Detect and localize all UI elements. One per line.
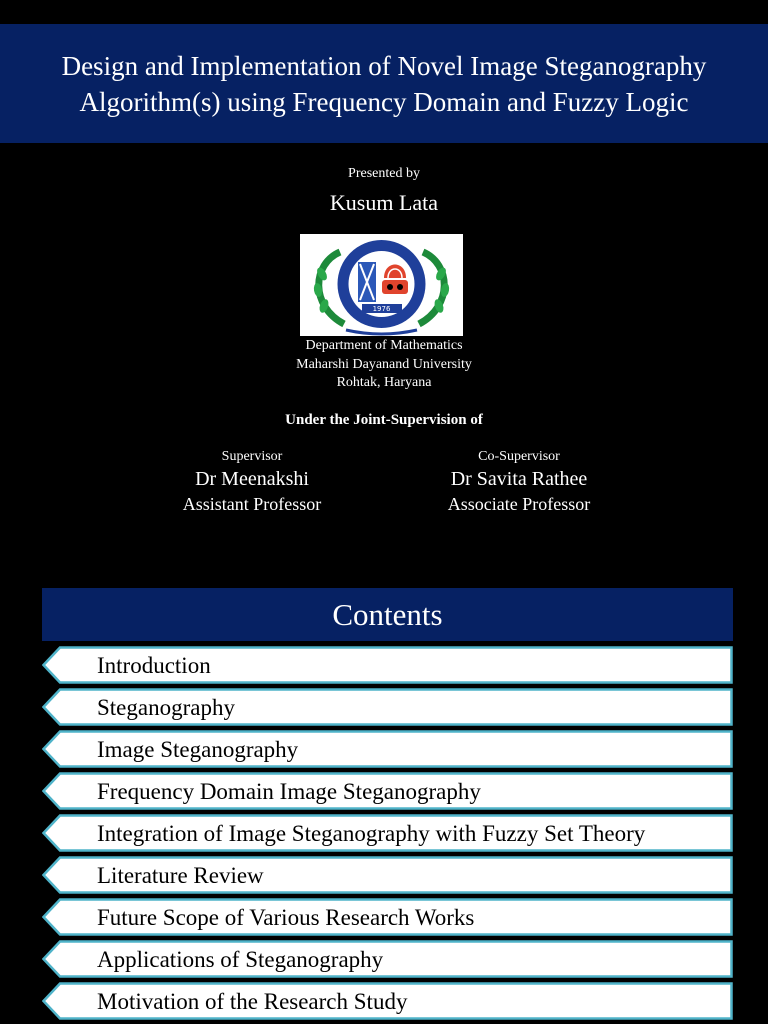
supervisor-role: Supervisor bbox=[221, 449, 283, 464]
joint-supervision-heading: Under the Joint-Supervision of bbox=[285, 412, 483, 428]
university-location: Rohtak, Haryana bbox=[336, 375, 432, 390]
title-banner bbox=[0, 24, 768, 143]
contents-item-motivation[interactable] bbox=[42, 982, 733, 1020]
contents-item-label: Applications of Steganography bbox=[97, 947, 384, 972]
contents-item-label: Motivation of the Research Study bbox=[97, 989, 408, 1014]
contents-item-fuzzy-integration[interactable] bbox=[42, 814, 733, 852]
department-name: Department of Mathematics bbox=[305, 338, 463, 353]
contents-item-label: Image Steganography bbox=[97, 737, 299, 762]
contents-item-label: Steganography bbox=[97, 695, 235, 720]
presenter-name: Kusum Lata bbox=[329, 190, 439, 215]
contents-list bbox=[42, 646, 733, 1024]
title-line-1: Design and Implementation of Novel Image Steganography bbox=[61, 50, 707, 81]
seal-year: 1976 bbox=[372, 305, 391, 313]
co-supervisor-title: Associate Professor bbox=[447, 494, 591, 514]
contents-item-frequency-domain[interactable] bbox=[42, 772, 733, 810]
contents-item-future-scope[interactable] bbox=[42, 898, 733, 936]
contents-heading: Contents bbox=[42, 588, 733, 641]
affiliation-block bbox=[0, 337, 768, 393]
contents-item-steganography[interactable] bbox=[42, 688, 733, 726]
contents-item-literature-review[interactable] bbox=[42, 856, 733, 894]
contents-item-label: Frequency Domain Image Steganography bbox=[97, 779, 481, 804]
contents-item-label: Literature Review bbox=[97, 863, 264, 888]
contents-item-label: Integration of Image Steganography with Fuzzy Set Theory bbox=[97, 821, 646, 846]
university-name: Maharshi Dayanand University bbox=[296, 356, 472, 372]
supervisor-block bbox=[102, 448, 402, 516]
contents-item-label: Future Scope of Various Research Works bbox=[97, 905, 475, 930]
supervisor-title: Assistant Professor bbox=[182, 494, 322, 514]
contents-item-introduction[interactable] bbox=[42, 646, 733, 684]
university-seal-icon bbox=[300, 234, 463, 336]
contents-item-label: Introduction bbox=[97, 653, 211, 678]
contents-item-applications[interactable] bbox=[42, 940, 733, 978]
contents-item-image-steganography[interactable] bbox=[42, 730, 733, 768]
title-line-2: Algorithm(s) using Frequency Domain and Fuzzy Logic bbox=[79, 86, 689, 117]
co-supervisor-name: Dr Savita Rathee bbox=[450, 468, 588, 490]
co-supervisor-block bbox=[369, 448, 669, 516]
supervisor-name: Dr Meenakshi bbox=[195, 468, 309, 490]
presented-by-label: Presented by bbox=[348, 166, 420, 181]
university-logo bbox=[300, 234, 463, 336]
co-supervisor-role: Co-Supervisor bbox=[478, 449, 560, 464]
